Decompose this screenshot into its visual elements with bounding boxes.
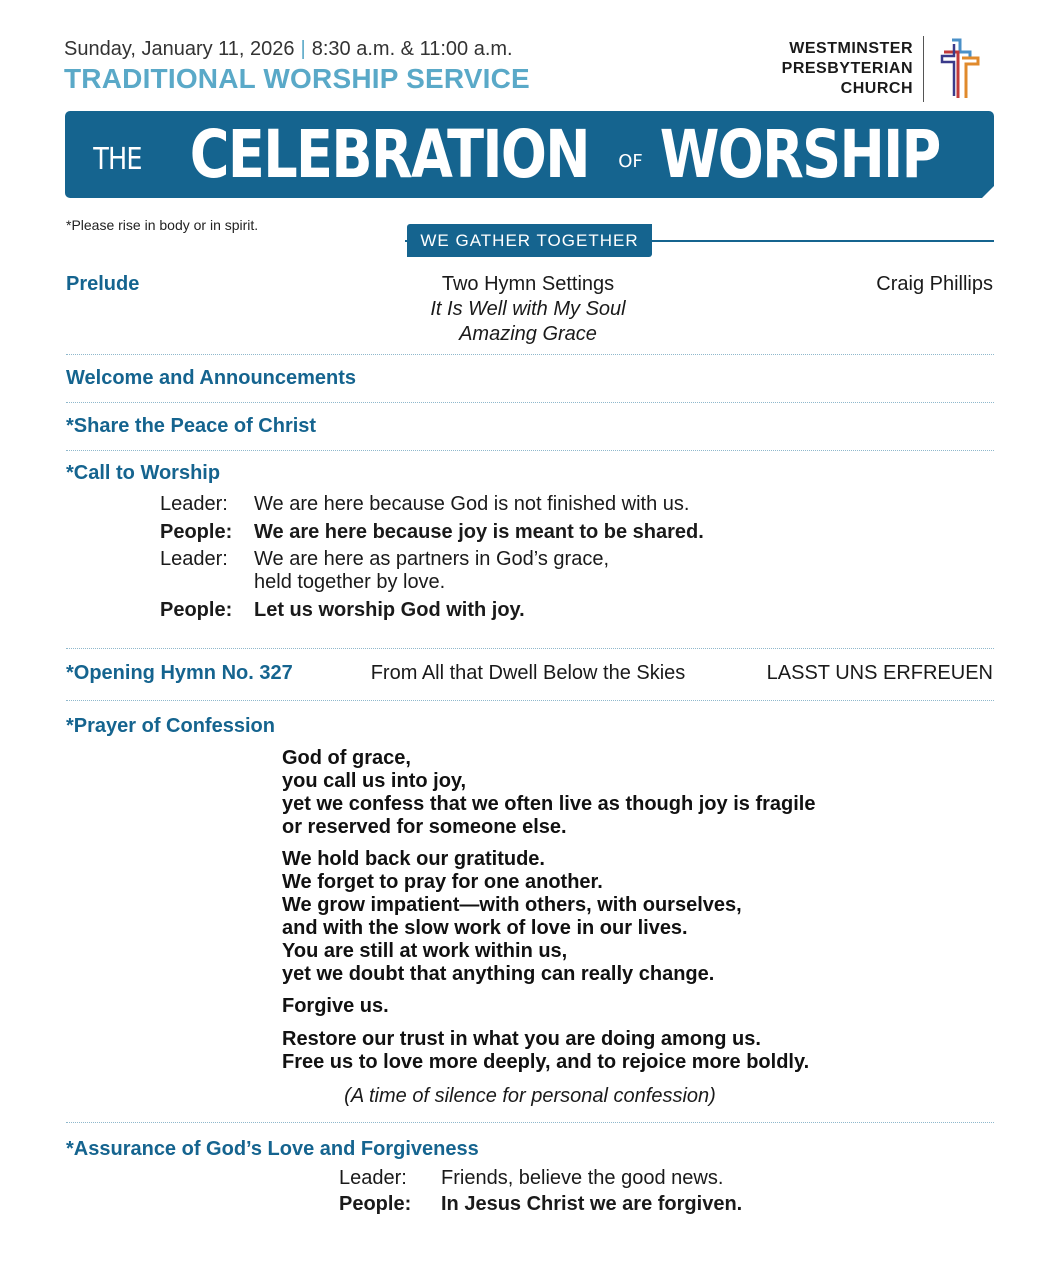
logo-line-2: PRESBYTERIAN [781,60,913,77]
call-to-worship-litany [160,493,704,622]
banner-of: OF [618,151,643,172]
divider [66,354,994,355]
litany-text: Friends, believe the good news. [441,1167,724,1189]
prayer-line: You are still at work within us, [282,940,568,962]
litany-text: We are here because God is not finished with us. [254,493,690,515]
divider [66,648,994,649]
litany-role: Leader: [160,548,228,570]
church-name [782,36,924,102]
litany-line [339,1193,742,1216]
prayer-line: Free us to love more deeply, and to rejoice more boldly. [282,1051,810,1073]
litany-text: In Jesus Christ we are forgiven. [441,1193,743,1215]
litany-line [160,571,704,594]
prayer-line: We forget to pray for one another. [282,871,603,893]
call-to-worship-label: *Call to Worship [66,462,221,484]
litany-role: People: [339,1193,412,1215]
prayer-line: Restore our trust in what you are doing among us. [282,1028,761,1050]
divider [66,1122,994,1123]
litany-line [160,548,704,571]
litany-line [160,493,704,516]
banner-corner [981,185,995,199]
opening-hymn-label: *Opening Hymn No. 327 [66,662,293,684]
prayer-line: Forgive us. [282,995,389,1017]
prayer-line: you call us into joy, [282,770,467,792]
litany-role: People: [160,599,233,621]
church-logo [782,36,990,102]
header [64,38,530,95]
litany-line [160,599,704,622]
prayer-line: and with the slow work of love in our lives. [282,917,688,939]
prelude-composer: Craig Phillips [876,273,993,295]
prayer-stanza-2 [282,848,742,986]
assurance-label: *Assurance of God’s Love and Forgiveness [66,1138,479,1160]
litany-role: People: [160,521,233,543]
cross-icon [930,36,990,102]
service-times: 8:30 a.m. & 11:00 a.m. [311,38,513,60]
logo-line-1: WESTMINSTER [789,40,913,57]
banner-the: THE [93,142,142,177]
litany-line [339,1167,742,1190]
litany-role: Leader: [160,493,228,515]
litany-text: held together by love. [254,571,446,593]
prayer-line: God of grace, [282,747,411,769]
prelude-label: Prelude [66,273,140,295]
banner-worship: WORSHIP [659,116,940,193]
celebration-banner [65,111,994,198]
welcome-label: Welcome and Announcements [66,367,357,389]
logo-line-3: CHURCH [840,80,913,97]
litany-role: Leader: [339,1167,407,1189]
rise-note: *Please rise in body or in spirit. [66,217,259,233]
prayer-line: We grow impatient—with others, with ourselves, [282,894,742,916]
date-separator: | [300,38,306,60]
divider [66,402,994,403]
prelude-piece-2: Amazing Grace [459,323,597,345]
prelude-title: Two Hymn Settings [441,273,615,295]
silence-note: (A time of silence for personal confession) [344,1085,716,1107]
litany-text: We are here as partners in God’s grace, [254,548,609,570]
prayer-line: yet we confess that we often live as though joy is fragile [282,793,816,815]
assurance-litany [339,1167,742,1216]
banner-celebration: CELEBRATION [189,116,589,193]
hymn-title: From All that Dwell Below the Skies [370,662,686,684]
service-date: Sunday, January 11, 2026 [64,38,295,60]
prayer-stanza-3 [282,995,389,1018]
divider [66,450,994,451]
service-title: TRADITIONAL WORSHIP SERVICE [64,63,530,94]
prayer-stanza-1 [282,747,815,839]
peace-label: *Share the Peace of Christ [66,415,317,437]
litany-line [160,521,704,544]
litany-text: We are here because joy is meant to be shared. [254,521,704,543]
prelude-piece-1: It Is Well with My Soul [430,298,626,320]
prayer-stanza-4 [282,1028,809,1074]
litany-text: Let us worship God with joy. [254,599,525,621]
hymn-tune: LASST UNS ERFREUEN [766,662,993,684]
date-line [64,38,530,61]
section-heading: WE GATHER TOGETHER [407,224,652,257]
prayer-line: We hold back our gratitude. [282,848,545,870]
confession-label: *Prayer of Confession [66,715,275,737]
prayer-line: or reserved for someone else. [282,816,567,838]
divider [66,700,994,701]
prayer-line: yet we doubt that anything can really change. [282,963,715,985]
